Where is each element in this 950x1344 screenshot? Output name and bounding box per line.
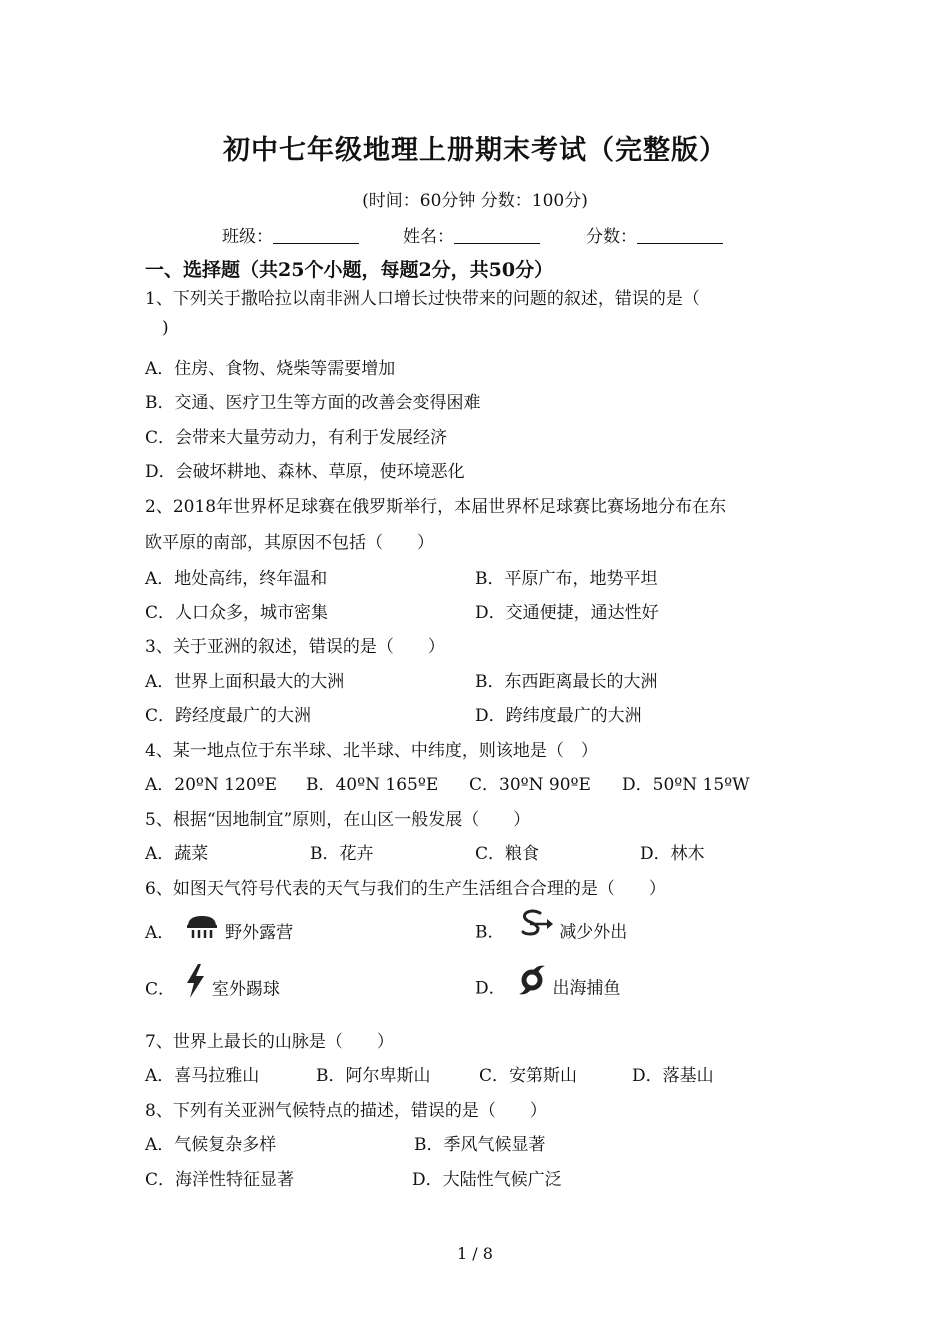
question-5-stem: 5、根据“因地制宜”原则，在山区一般发展（ ） [145,810,531,830]
question-8-stem: 8、下列有关亚洲气候特点的描述，错误的是（ ） [145,1101,547,1121]
question-3-stem: 3、关于亚洲的叙述，错误的是（ ） [145,637,445,657]
option-text: 出海捕鱼 [552,978,621,999]
option-text: 减少外出 [559,922,628,943]
question-4-stem: 4、某一地点位于东半球、北半球、中纬度，则该地是（ ） [145,741,598,761]
question-3-option-d[interactable]: D．跨纬度最广的大洲 [475,706,642,726]
question-5-option-d[interactable]: D．林木 [640,844,705,864]
question-6-stem: 6、如图天气符号代表的天气与我们的生产生活组合合理的是（ ） [145,879,666,899]
question-6-option-a[interactable] [145,910,293,950]
section-heading: 一、选择题（共25个小题，每题2分，共50分） [145,259,554,281]
question-5-option-a[interactable]: A．蔬菜 [145,844,209,864]
question-4-option-b[interactable]: B．40ºN 165ºE [306,775,439,795]
option-letter: D． [475,978,506,999]
question-1-option-d[interactable]: D．会破坏耕地、森林、草原，使环境恶化 [145,462,465,482]
question-3-option-c[interactable]: C．跨经度最广的大洲 [145,706,312,726]
question-7-stem: 7、世界上最长的山脉是（ ） [145,1032,394,1052]
class-blank[interactable] [273,227,359,244]
question-5-option-b[interactable]: B．花卉 [310,844,374,864]
option-text: 室外踢球 [211,979,280,1000]
score-label: 分数： [586,227,637,247]
question-6-option-b[interactable] [475,906,627,952]
question-8-option-b[interactable]: B．季风气候显著 [414,1135,546,1155]
class-label: 班级： [222,227,273,247]
question-8-option-a[interactable]: A．气候复杂多样 [145,1135,277,1155]
name-field [403,222,540,247]
option-text: 野外露营 [225,923,294,943]
question-4-option-c[interactable]: C．30ºN 90ºE [469,775,591,795]
question-2-option-b[interactable]: B．平原广布，地势平坦 [475,569,658,589]
question-8-option-c[interactable]: C．海洋性特征显著 [145,1170,295,1190]
question-2-stem-cont: 欧平原的南部，其原因不包括（ ） [145,533,434,553]
rain-icon [184,910,220,957]
question-6-option-d[interactable] [475,963,620,1009]
score-field [586,222,723,247]
question-1-option-b[interactable]: B．交通、医疗卫生等方面的改善会变得困难 [145,393,481,413]
question-7-option-c[interactable]: C．安第斯山 [479,1066,578,1086]
question-8-option-d[interactable]: D．大陆性气候广泛 [412,1170,562,1190]
option-letter: A． [145,923,175,943]
question-1-option-a[interactable]: A．住房、食物、烧柴等需要增加 [145,359,396,379]
question-6-option-c[interactable] [145,963,280,1009]
name-label: 姓名： [403,227,454,247]
question-2-stem: 2、2018年世界杯足球赛在俄罗斯举行，本届世界杯足球赛比赛场地分布在东 [145,497,727,517]
question-2-option-d[interactable]: D．交通便捷，通达性好 [475,603,659,623]
page-title: 初中七年级地理上册期末考试（完整版） [223,135,727,166]
lightning-icon [184,963,206,1017]
question-4-option-d[interactable]: D．50ºN 15ºW [622,775,750,795]
question-7-option-d[interactable]: D．落基山 [632,1066,714,1086]
question-1-option-c[interactable]: C．会带来大量劳动力，有利于发展经济 [145,428,448,448]
exam-time-score: (时间：60分钟 分数：100分) [362,191,588,211]
typhoon-icon [517,963,547,1015]
question-5-option-c[interactable]: C．粮食 [475,844,540,864]
question-2-option-c[interactable]: C．人口众多，城市密集 [145,603,329,623]
question-7-option-a[interactable]: A．喜马拉雅山 [145,1066,260,1086]
question-1-stem: 1、下列关于撒哈拉以南非洲人口增长过快带来的问题的叙述，错误的是（ [145,289,700,309]
question-7-option-b[interactable]: B．阿尔卑斯山 [316,1066,431,1086]
page-number: 1 / 8 [457,1244,493,1263]
question-3-option-b[interactable]: B．东西距离最长的大洲 [475,672,658,692]
question-1-stem-cont: ) [162,318,169,338]
sandstorm-icon [516,906,554,960]
question-2-option-a[interactable]: A．地处高纬，终年温和 [145,569,328,589]
option-letter: B． [475,922,505,943]
option-letter: C． [145,979,176,1000]
score-blank[interactable] [637,227,723,244]
question-4-option-a[interactable]: A．20ºN 120ºE [145,775,278,795]
name-blank[interactable] [454,227,540,244]
question-3-option-a[interactable]: A．世界上面积最大的大洲 [145,672,345,692]
class-field [222,222,359,247]
